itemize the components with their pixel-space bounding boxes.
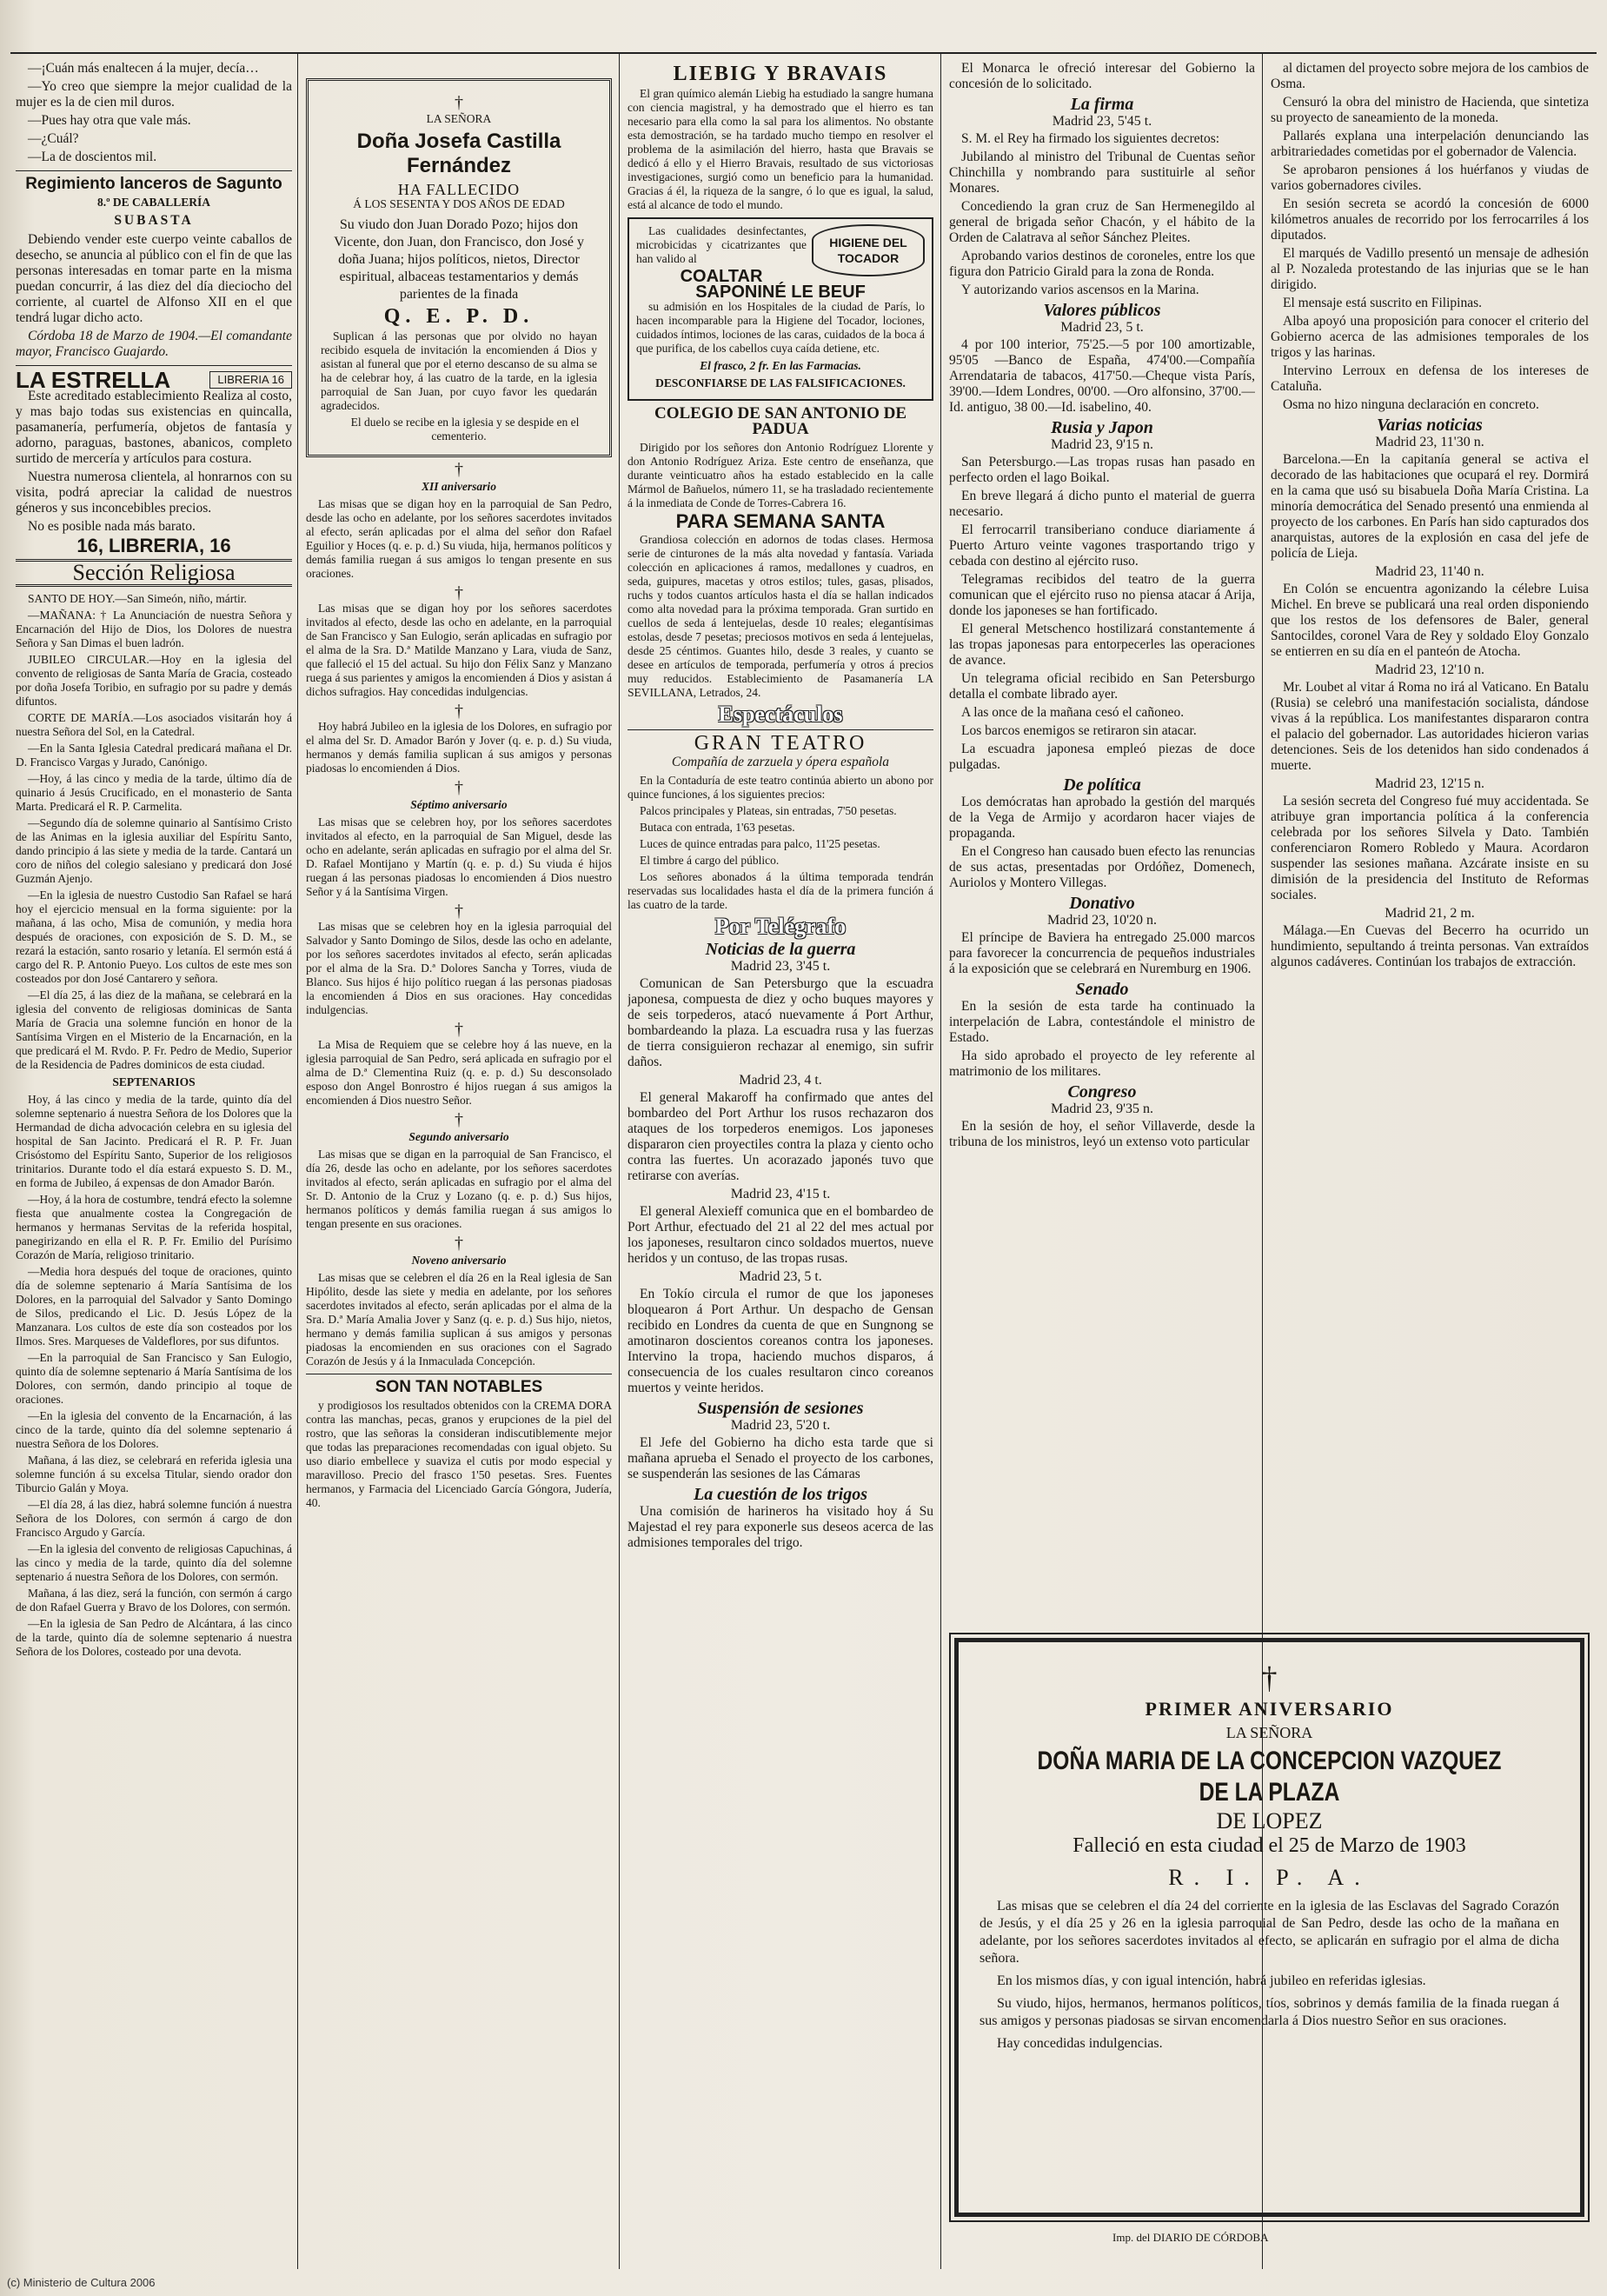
dateline: Madrid 23, 11'40 n. [1375, 564, 1484, 579]
paragraph: Las misas que se digan hoy en la parroquial de San Pedro, desde las ocho en adelante, por los señores sacerdotes invitados al efecto, serán aplicadas por el alma del señor don Rafael Eguilior y Hoces (q. e. p. d.) Su viuda, hija, hermanos políticos y demás familia ruegan á sus amigos lo tengan presente en sus oraciones. [306, 497, 612, 580]
dateline: Madrid 21, 2 m. [1385, 906, 1475, 921]
subasta-title: SUBASTA [114, 213, 194, 228]
paragraph: El general Alexieff comunica que en el bombardeo de Port Arthur, efectuado del 21 al 22 del mes actual por los japoneses, resultaron cinco soldados muertos, nueve heridos y un contuso, de las tropas rusas. [628, 1204, 933, 1266]
coaltar-price: El frasco, 2 fr. En las Farmacias. [700, 359, 861, 372]
congreso-date: Madrid 23, 9'35 n. [1051, 1101, 1153, 1116]
paragraph: —Yo creo que siempre la mejor cualidad de la mujer es la de cien mil duros. [16, 79, 292, 110]
estrella-text-2: Nuestra numerosa clientela, al honrarnos con su visita, podrá apreciar la calidad de nuestros géneros y sus inconcebibles precios. [16, 469, 292, 516]
estrella-text-3: No es posible nada más barato. [28, 519, 196, 534]
colegio-title: COLEGIO DE SAN ANTONIO DE PADUA [654, 404, 906, 438]
trigos-title: La cuestión de los trigos [693, 1485, 867, 1504]
notice-title: Noveno aniversario [411, 1254, 507, 1267]
cross-icon: † [455, 460, 463, 479]
regiment-subtitle: 8.º DE CABALLERÍA [96, 196, 211, 209]
varias-title: Varias noticias [1377, 416, 1483, 435]
espectaculos-title: Espectáculos [718, 702, 843, 727]
column-rule [619, 52, 620, 2269]
paragraph: El mensaje está suscrito en Filipinas. [1283, 296, 1483, 310]
cross-icon: † [455, 1110, 463, 1129]
obit-fallecido: HA FALLECIDO [397, 181, 521, 198]
valores-title: Valores públicos [1043, 301, 1161, 320]
obituary-vazquez [954, 1638, 1584, 2217]
paragraph: Mañana, á las diez, se celebrará en referida iglesia una solemne función á su excelsa Titular, siendo orador don Tiburcio Galán y Moya. [16, 1454, 292, 1494]
paragraph: —En la parroquial de San Francisco y San Eulogio, quinto día de solemne septenario á María Santísima de los Dolores, con sermón, dando principio al toque de oraciones. [16, 1351, 292, 1406]
paragraph: Comunican de San Petersburgo que la escuadra japonesa, compuesta de diez y ocho buques mayores y de seis torpederos, atacó nuevamente á Port Arthur, bombardeando la plaza. La escuadra rusa y las fuerzas de tierra consiguieron rechazar al enemigo, sin sufrir daños. [628, 976, 933, 1069]
paragraph: Un telegrama oficial recibido en San Petersburgo detalla el combate librado ayer. [949, 671, 1255, 702]
paragraph: —En la iglesia de nuestro Custodio San Rafael se hará hoy el ejercicio mensual en la forma siguiente: por la mañana, á las ocho, Misa de comunión, y media hora después de oraciones, con exposición de S. D. M., se rezará la estación, santo rosario y letanía. El sermón está á cargo del R. P. Antonio Pueyo. Los cultos de este mes son costeados por don José Cantarero y señora. [16, 888, 292, 985]
column-4 [949, 61, 1255, 1626]
top-rule [10, 52, 1597, 54]
paragraph: Mr. Loubet al vitar á Roma no irá al Vaticano. En Batalu (Rusia) se celebró una manifestación socialista, dándose vivas á la república. Los manifestantes dispararon contra el palacio del gobernador. Las autoridades hicieron varias detenciones. Seis de los detenidos han sido condenados á muerte. [1271, 680, 1589, 773]
obituary-castilla [306, 78, 612, 457]
dateline: Madrid 23, 3'45 t. [730, 959, 831, 974]
paragraph: En Colón se encuentra agonizando la célebre Luisa Michel. En breve se publicará una real orden disponiendo que los restos de los defensores de Baler, general Santocildes, coronel Vara de Rey y soldado Eloy Gonzalo se entierren en su día en el panteón de Atocha. [1271, 582, 1589, 659]
paragraph: Barcelona.—En la capitanía general se activa el decorado de las habitaciones que ocupará el rey. Dormirá en la cama que usó su bisabuela Doña María Cristina. La minoría democrática del Senado presentó una enmienda al proyecto de los carbones. En París han sido capturados dos anarquistas, autores de la explosión en casa del jefe de policía de Lieja. [1271, 452, 1589, 561]
paragraph: Alba apoyó una proposición para conocer el criterio del Gobierno acerca de las admisiones temporales de los trigos y las harinas. [1271, 314, 1589, 360]
obit2-p2: En los mismos días, y con igual intención, habrá jubileo en referidas iglesias. [997, 1973, 1426, 1988]
obit-qepd: Q. E. P. D. [383, 305, 535, 328]
firma-paragraphs [949, 131, 1255, 298]
suspension-text: El Jefe del Gobierno ha dicho esta tarde que si mañana aprueba el Senado el proyecto de los carbones, se suspenderán las sesiones de las Cámaras [628, 1435, 933, 1481]
notice-title: Séptimo aniversario [410, 798, 508, 811]
obit2-fallecio: Falleció en esta ciudad el 25 de Marzo de 1903 [1072, 1834, 1466, 1857]
suspension-date: Madrid 23, 5'20 t. [730, 1418, 831, 1433]
paragraph: El general Metschenco hostilizará constantemente á las tropas japonesas para entorpecerles las operaciones de avance. [949, 622, 1255, 668]
paragraph: —Hoy, á la hora de costumbre, tendrá efecto la solemne fiesta que anualmente costea la Congregación de hermanos y hermanas Servitas de la referida hospital, panegirizando en ella el R. P. Fr. Emilio del Purísimo Corazón de María, religioso trinitario. [16, 1193, 292, 1261]
notables-title: SON TAN NOTABLES [375, 1378, 543, 1396]
paragraph: La Misa de Requiem que se celebre hoy á las nueve, en la iglesia parroquial de San Pedro, será aplicada en sufragio por el alma de D.ª Clementina Ruiz (q. e. p. d.) Su desconsolado esposo don Angel Bonrostro é hijos ruegan á sus amigos la encomienden á Dios nuestro Señor. [306, 1038, 612, 1107]
paragraph: —¿Cuál? [28, 131, 79, 146]
rusia-date: Madrid 23, 9'15 n. [1051, 437, 1153, 452]
donativo-date: Madrid 23, 10'20 n. [1047, 913, 1157, 928]
semana-santa-title: PARA SEMANA SANTA [675, 510, 886, 532]
paragraph: A las once de la mañana cesó el cañoneo. [961, 705, 1185, 720]
dateline: Madrid 23, 11'30 n. [1375, 435, 1484, 449]
paragraph: Las misas que se digan en la parroquial de San Francisco, el día 26, desde las ocho en adelante, por los señores sacerdotes invitados al efecto, serán aplicadas en sufragio por el alma del Sr. D. Antonio de la Cruz y Lozano (q. e. p. d.) Sus hijos, hermanos políticos y demás familia ruegan á sus amigos lo tengan presente en sus oraciones. [306, 1148, 612, 1230]
paragraph: Las misas que se celebren hoy en la iglesia parroquial del Salvador y Santo Domingo de Silos, desde las ocho en adelante, por los señores sacerdotes invitados al efecto, serán aplicadas por el alma de la Sra. D.ª Dolores Sancha y Torres, viuda de Blanco. Sus hijos é hijo político ruegan á las personas piadosas la encomienden á Dios en sus oraciones. Hay concedidas indulgencias. [306, 920, 612, 1016]
paragraph: —La de doscientos mil. [28, 150, 157, 164]
paragraph: —En la iglesia del convento de la Encarnación, á las cinco de la tarde, quinto día del solemne septenario á nuestra Señora de los Dolores. [16, 1409, 292, 1450]
cross-icon: † [1261, 1660, 1278, 1695]
paragraph: Hoy, á las cinco y media de la tarde, quinto día del solemne septenario á nuestra Señora de los Dolores que la Hermandad de dicha advocación celebra en su iglesia del hospital de San Jacinto. Predicará el R. P. Fr. Juan Crisóstomo del Espíritu Santo, Superior de los religiosos trinitarios. Durante todo el día estará expuesto S. D. M., en forma de Jubileo, á expensas de don Amador Barón. [16, 1093, 292, 1189]
rusia-title: Rusia y Japon [1051, 418, 1153, 437]
paragraph: El ferrocarril transiberiano conduce diariamente á Puerto Arturo veinte vagones trasportando trigo y cebada con destino al ejército ruso. [949, 522, 1255, 569]
paragraph: En la Contaduría de este teatro continúa abierto un abono por quince funciones, á los siguientes precios: [628, 774, 933, 801]
paragraph: Se aprobaron pensiones á los huérfanos y viudas de varios gobernadores civiles. [1271, 163, 1589, 193]
donativo-title: Donativo [1069, 894, 1135, 913]
coaltar-intro: Las cualidades desinfectantes, microbicidas y cicatrizantes que han valido al [636, 224, 807, 265]
dateline: Madrid 23, 12'10 n. [1375, 662, 1484, 677]
paragraph: —MAÑANA: † La Anunciación de nuestra Señora y Encarnación del Hijo de Dios, los Dolores de nuestra Señora y San Dimas el buen ladrón. [16, 609, 292, 649]
paragraph: —En la iglesia del convento de religiosas Capuchinas, á las cinco y media de la tarde, quinto día del solemne septenario á nuestra Señora de los Dolores, con sermón. [16, 1542, 292, 1583]
obit2-p1: Las misas que se celebren el día 24 del corriente en la iglesia de las Esclavas del Sagrado Corazón de Jesús, y el día 25 y 26 en la iglesia parroquial de San Pedro, desde las ocho de la mañana en adelante, por los señores sacerdotes invitados al efecto, se aplicarán en sufragio por el alma de dicha señora. [979, 1899, 1559, 1966]
paragraph: Intervino Lerroux en defensa de los intereses de Cataluña. [1271, 363, 1589, 394]
teatro-notices [628, 774, 933, 912]
dateline: Madrid 23, 5 t. [739, 1269, 822, 1284]
paragraph: Los demócratas han aprobado la gestión del marqués de la Vega de Armijo y acordaron hacer viajes de propaganda. [949, 795, 1255, 841]
paragraph: La escuadra japonesa empleó piezas de doce pulgadas. [949, 742, 1255, 772]
copyright-credit: (c) Ministerio de Cultura 2006 [7, 2276, 156, 2289]
cross-icon: † [455, 1234, 463, 1253]
septenarios-notices [16, 1093, 292, 1659]
memorial-notices [306, 460, 612, 1368]
gran-teatro-title: GRAN TEATRO [694, 732, 867, 755]
obit2-ripa: R. I. P. A. [1168, 1865, 1371, 1890]
column-rule [940, 52, 941, 2269]
paragraph: En el Congreso han causado buen efecto las renuncias de sus actas, presentadas por Ordóñez, Domenech, Auriolos y Montero Villegas. [949, 844, 1255, 890]
paragraph: Concediendo la gran cruz de San Hermenegildo al general de brigada señor Chacón, y el hábito de la Orden de Calatrava al señor Sánchez Pleites. [949, 199, 1255, 245]
notables-text: y prodigiosos los resultados obtenidos con la CREMA DORA contra las manchas, pecas, granos y erupciones de la piel del rostro, que las señoras la consideran indiscutiblemente mejor que todas las preparaciones recomendadas con igual objeto. Su uso diario embellece y suaviza el cutis por modo especial y maravilloso. Precio del frasco 1'50 pesetas. Sres. Fuentes hermanos, y Farmacia del Licenciado García Góngora, Judería, 40. [306, 1399, 612, 1509]
valores-text: 4 por 100 interior, 75'25.—5 por 100 amortizable, 95'05 —Banco de España, 474'00.—Compañía Arrendataria de tabacos, 417'50.—Cheque vista París, 39'00.—Idem Londres, 00'00. —Oro alfonsino, 37'00.—Id. antiguo, 38 00.—Id. isabelino, 40. [949, 337, 1255, 415]
paragraph: Aprobando varios destinos de coroneles, entre los que figura don Patricio Girald para la zona de Ronda. [949, 249, 1255, 279]
obit-senora: LA SEÑORA [426, 112, 492, 125]
colegio-text: Dirigido por los señores don Antonio Rodríguez Llorente y don Antonio Rodríguez Ariza. Este centro de enseñanza, que durante veinticuatro años ha estado establecido en la calle Mármol de Bañuelos, número 11, se ha trasladado recientemente á la inmediata de Conde de Torres-Cabrera 16. [628, 441, 933, 509]
senado-title: Senado [1075, 980, 1129, 999]
paragraph: Osma no hizo ninguna declaración en concreto. [1283, 397, 1539, 412]
notice-title: XII aniversario [422, 480, 496, 493]
cross-icon: † [455, 778, 463, 797]
paragraph: En breve llegará á dicho punto el material de guerra necesario. [949, 489, 1255, 519]
obit2-p4: Hay concedidas indulgencias. [997, 2036, 1163, 2051]
religious-notices [16, 592, 292, 1072]
paragraph: En sesión secreta se acordó la concesión de 6000 kilómetros anuales de recorrido por los ferrocarriles á los diputados. [1271, 196, 1589, 243]
paragraph: —El día 25, á las diez de la mañana, se celebrará en la iglesia del convento de religiosas dominicas de Santa María de Gracia una solemne función en honor de la Santísima Virgen en el Misterio de la Encarnación, en la que predicará el M. Rvdo. P. Fr. Pedro de Medio, Superior de la Residencia de Padres dominicos de esta ciudad. [16, 988, 292, 1071]
politica-title: De política [1063, 775, 1141, 795]
liebig-title: LIEBIG Y BRAVAIS [673, 63, 888, 85]
coaltar-brand: COALTAR SAPONINÉ LE BEUF [680, 267, 866, 302]
dateline: Madrid 23, 4 t. [739, 1073, 822, 1088]
obit-request: Suplican á las personas que por olvido no hayan recibido esquela de invitación la encomienden á Dios y asistan al funeral que por el eterno descanso de su alma se ha de celebrar hoy, á las cuatro de la tarde, en la iglesia parroquial de San Juan, por cuyo favor les quedarán agradecidos. [321, 329, 597, 412]
estrella-header [16, 367, 292, 393]
dateline: Madrid 23, 12'15 n. [1375, 776, 1484, 791]
intro-dialogue [16, 61, 292, 165]
paragraph: Las misas que se celebren hoy, por los señores sacerdotes invitados al efecto, en la parroquial de San Miguel, desde las ocho en adelante, serán aplicadas en sufragio por el alma del Sr. D. Rafael Montijano y Martín (q. e. p. d.) Su viuda é hijos ruegan á las personas piadosas lo encomienden á Dios nuestro Señor y á la Santísima Virgen. [306, 815, 612, 898]
paragraph: —El día 28, á las diez, habrá solemne función á nuestra Señora de los Dolores, con sermón á cargo de don Francisco Argudo y García. [16, 1498, 292, 1539]
estrella-badge: LIBRERIA 16 [209, 371, 292, 389]
estrella-title: LA ESTRELLA [16, 367, 171, 393]
politica-paragraphs [949, 795, 1255, 891]
obit2-aniversario: PRIMER ANIVERSARIO [1145, 1698, 1394, 1720]
paragraph: El general Makaroff ha confirmado que antes del bombardeo del Port Arthur los rusos rechazaron dos ataques de los torpederos enemigos. Los japoneses dispararon cien proyectiles contra la plaza y ciento ocho contra las fuertes. Un acorazado japonés tuvo que retirarse con averías. [628, 1090, 933, 1183]
congreso-continuation [1271, 61, 1589, 413]
column-rule [297, 52, 298, 2269]
paragraph: Málaga.—En Cuevas del Becerro ha ocurrido un hundimiento, sepultando á treinta personas. Van extraídos algunos cadáveres. Continúan los trabajos de extracción. [1271, 923, 1589, 969]
cross-icon: † [455, 1020, 463, 1039]
paragraph: Censuró la obra del ministro de Hacienda, que sintetiza su proyecto de saneamiento de la moneda. [1271, 95, 1589, 125]
paragraph: —Pues hay otra que vale más. [28, 113, 191, 128]
firma-date: Madrid 23, 5'45 t. [1052, 114, 1152, 129]
varias-items [1271, 435, 1589, 970]
cross-icon: † [455, 702, 463, 721]
paragraph: JUBILEO CIRCULAR.—Hoy en la iglesia del convento de religiosas de Santa María de Gracia, costeado por doña Josefa Toribio, en sufragio por su padre y demás difuntos. [16, 653, 292, 708]
paragraph: En Tokío circula el rumor de que los japoneses bloquearon á Port Arthur. Un despacho de Gensan recibido en Londres da cuenta de que en Sungnong se amotinaron doscientos coreanos contra los japoneses. Intervino la tropa, haciendo muchos disparos, á consecuencia de los cuales resultaron cinco coreanos muertos y veinte heridos. [628, 1287, 933, 1395]
paragraph: Luces de quince entradas para palco, 11'25 pesetas. [640, 837, 880, 850]
congreso-text: En la sesión de hoy, el señor Villaverde, desde la tribuna de los ministros, leyó un extenso voto particular [949, 1119, 1255, 1149]
paragraph: El timbre á cargo del público. [640, 854, 780, 867]
paragraph: En la sesión de esta tarde ha continuado la interpelación de Labra, contestándole el ministro de Estado. [949, 999, 1255, 1045]
coaltar-advert [628, 217, 933, 401]
notice-title: Segundo aniversario [408, 1130, 509, 1143]
septenarios-title: SEPTENARIOS [112, 1075, 196, 1088]
liebig-text: El gran químico alemán Liebig ha estudiado la sangre humana con ciencia magistral, y ha demostrado que el hierro es tan necesario para ella como la sal para los alimentos. No obstante esta demostración, se ha tardado mucho tiempo en resolver el problema de la asimilación del hierro, hasta que Bravais se dedicó á ello y el Hierro Bravais, resultado de sus victoriosas investigaciones, surgió como un beneficio para la humanidad. Gracias á él, la riqueza de la sangre, ó lo que es igual, la salud, está al alcance de todo el mundo. [628, 87, 933, 211]
paragraph: Los señores abonados á la última temporada tendrán reservadas sus localidades hasta el día de la primera función á las cuatro de la tarde. [628, 870, 933, 911]
paragraph: al dictamen del proyecto sobre mejora de los cambios de Osma. [1271, 61, 1589, 91]
paragraph: Pallarés explana una interpelación denunciando las arbitrariedades cometidas por el gobernador de Valencia. [1271, 129, 1589, 159]
monarca-intro: El Monarca le ofreció interesar del Gobierno la concesión de lo solicitado. [949, 61, 1255, 91]
paragraph: CORTE DE MARÍA.—Los asociados visitarán hoy á nuestra Señora del Sol, en la Catedral. [16, 711, 292, 738]
dateline: Madrid 23, 4'15 t. [730, 1187, 831, 1201]
imprint: Imp. del DIARIO DE CÓRDOBA [1112, 2231, 1269, 2244]
donativo-text: El príncipe de Baviera ha entregado 25.000 marcos para favorecer la concurrencia de pequeños industriales á la exposición que se celebrará en Nuremburg en 1906. [949, 930, 1255, 976]
guerra-items [628, 959, 933, 1396]
paragraph: Palcos principales y Plateas, sin entradas, 7'50 pesetas. [640, 804, 897, 817]
cross-icon: † [455, 583, 463, 602]
paragraph: Telegramas recibidos del teatro de la guerra comunican que el ejército ruso no piensa atacar á Arija, donde los japoneses se han fortificado. [949, 572, 1255, 618]
rusia-paragraphs [949, 455, 1255, 773]
seccion-religiosa-title: Sección Religiosa [16, 559, 292, 587]
valores-date: Madrid 23, 5 t. [1060, 320, 1144, 335]
telegrafo-title: Por Telégrafo [714, 914, 847, 939]
cross-icon: † [455, 93, 463, 112]
paragraph: Mañana, á las diez, será la función, con sermón á cargo de don Rafael Guerra y Bravo de los Dolores, con sermón. [16, 1587, 292, 1614]
estrella-text: Este acreditado establecimiento Realiza al costo, y mas bajo todas sus existencias en quincalla, pasamanería, perfumería, objetos de fantasía y adorno, paraguas, bastones, abanicos, completo surtido de mercería y artículos para costura. [16, 389, 292, 466]
senado-paragraphs [949, 999, 1255, 1080]
cross-icon: † [455, 902, 463, 921]
higiene-badge: HIGIENE DEL TOCADOR [812, 224, 925, 276]
paragraph: San Petersburgo.—Las tropas rusas han pasado en perfecto orden el lago Boikal. [949, 455, 1255, 485]
obit-age: Á LOS SESENTA Y DOS AÑOS DE EDAD [353, 197, 565, 210]
paragraph: Las misas que se celebren el día 26 en la Real iglesia de San Hipólito, desde las siete y media en adelante, por los señores sacerdotes invitados al efecto, serán aplicadas por el alma de la Sra. D.ª María Amalia Jover y Sanz (q. e. p. d.) Sus hijo, nietos, hermano y demás familia suplican á sus amigos y personas piadosas la encomienden en sus oraciones con el Sagrado Corazón de Jesús y á la Inmaculada Concepción. [306, 1271, 612, 1368]
paragraph: Jubilando al ministro del Tribunal de Cuentas señor Chinchilla y nombrando para sustituirle al señor Monares. [949, 150, 1255, 196]
firma-title: La firma [1070, 95, 1134, 114]
paragraph: SANTO DE HOY.—San Simeón, niño, mártir. [28, 592, 247, 605]
suspension-title: Suspensión de sesiones [697, 1399, 864, 1418]
semana-santa-text: Grandiosa colección en adornos de todas clases. Hermosa serie de cinturones de la más alta novedad y fantasía. Variada colección en aplicaciones á ramos, medallones y cuadros, en seda, guipures, macetas y otros estilos; tules, gasas, plisados, ruchs y todos cuantos artículos hasta el día se hallan indicados como alta novedad para la próxima temporada. Gran surtido en cuellos de seda á lentejuelas, desde 10 reales; elegantísimas estolas, desde 7 pesetas; preciosos motivos en seda á lentejuelas, desde 25 céntimos. Guantes hilo, desde 3 reales, y cuanto se desee en artículos de temporada, perfumería y otros á precios muy reducidos. Establecimiento de Pasamanería LA SEVILLANA, Letrados, 24. [628, 533, 933, 699]
column-1 [16, 61, 292, 2286]
trigos-text: Una comisión de harineros ha visitado hoy á Su Majestad el rey para exponerle sus deseos acerca de las admisiones temporales del trigo. [628, 1504, 933, 1550]
paragraph: Ha sido aprobado el proyecto de ley referente al matrimonio de los militares. [949, 1048, 1255, 1079]
paragraph: —Media hora después del toque de oraciones, quinto día de solemne septenario á María Santísima de los Dolores, en la parroquial del Salvador y Santo Domingo de Silos, predicando el Lic. D. Jesús López de la Manzanara. Los cultos de este día son costeados por los Ilmos. Sres. Marqueses de Valdeflores, por sus difuntos. [16, 1265, 292, 1348]
obit2-name: DOÑA MARIA DE LA CONCEPCION VAZQUEZ DE LA PLAZA [1037, 1747, 1502, 1807]
paragraph: El marqués de Vadillo presentó un mensaje de adhesión al P. Nozaleda protestando de las injurias que se le han dirigido. [1271, 246, 1589, 292]
subasta-signature: Córdoba 18 de Marzo de 1904.—El comandante mayor, Francisco Guajardo. [16, 329, 292, 359]
paragraph: Las misas que se digan hoy por los señores sacerdotes invitados al efecto, desde las ocho en adelante, en la parroquial de San Francisco y San Eulogio, serán aplicadas en sufragio por el alma de la Sra. D.ª Matilde Manzano y Lara, viuda de Sanz, que falleció el 15 del actual. Su hijo don Félix Sanz y Manzano ruega á sus parientes y amigos la encomienden á Dios y asistan á dichos sufragios. Hay concedidas indulgencias. [306, 602, 612, 698]
coaltar-warning: DESCONFIARSE DE LAS FALSIFICACIONES. [655, 376, 906, 389]
regiment-title: Regimiento lanceros de Sagunto [25, 175, 282, 193]
paragraph: Hoy habrá Jubileo en la iglesia de los Dolores, en sufragio por el alma del Sr. D. Amador Barón y Jover (q. e. p. d.) Su viuda, hermanos y demás familia suplican á sus amigos y personas piadosas lo encomienden á Dios. [306, 720, 612, 775]
paragraph: —En la iglesia de San Pedro de Alcántara, á las cinco de la tarde, quinto día de solemne septenario á nuestra Señora de los Dolores, costeado por una devota. [16, 1617, 292, 1658]
obit2-p3: Su viudo, hijos, hermanos, hermanos políticos, tíos, sobrinos y demás familia de la finada ruegan á sus amigos y personas piadosas se sirvan encomendarla á Dios nuestro Señor en sus oraciones. [979, 1996, 1559, 2028]
paragraph: —¡Cuán más enaltecen á la mujer, decía… [28, 61, 259, 76]
obit-duelo: El duelo se recibe en la iglesia y se despide en el cementerio. [350, 416, 580, 443]
paragraph: —En la Santa Iglesia Catedral predicará mañana el Dr. D. Francisco Vargas y Jurado, Canónigo. [16, 742, 292, 769]
coaltar-text: su admisión en los Hospitales de la ciudad de París, lo hacen incomparable para la Higiene del Tocador, lociones, cuidados íntimos, lociones de las caras, cuidados de la boca á que purifica, de los cabellos cuya caída detiene, etc. [636, 300, 925, 355]
congreso-title: Congreso [1067, 1082, 1137, 1101]
obit-name: Doña Josefa Castilla Fernández [356, 130, 561, 177]
guerra-title: Noticias de la guerra [705, 940, 856, 959]
obit-family: Su viudo don Juan Dorado Pozo; hijos don Vicente, don Juan, don Francisco, don José y doña Juana; hijos políticos, nietos, Director espiritual, albaceas testamentarios y demás parientes de la finada [334, 217, 584, 302]
paragraph: La sesión secreta del Congreso fué muy accidentada. Se atribuye gran importancia política á la conferencia celebrada por los señores Silvela y Dato. También conferenciaron Romero Robledo y Maura. Acordaron suspender las sesiones mañana. Azcárate insiste en su dimisión de la presidencia del Instituto de Reformas sociales. [1271, 794, 1589, 902]
teatro-company: Compañía de zarzuela y ópera española [671, 755, 890, 769]
paragraph: S. M. el Rey ha firmado los siguientes decretos: [961, 131, 1220, 146]
paragraph: —Segundo día de solemne quinario al Santísimo Cristo de las Animas en la iglesia auxiliar del Espíritu Santo, dando principio á las siete y media de la tarde. Cantará un coro de niños del colegio salesiano y predicará don José Guzmán Ajenjo. [16, 816, 292, 885]
paragraph: Los barcos enemigos se retiraron sin atacar. [961, 723, 1197, 738]
obit2-name-2: DE LOPEZ [1216, 1808, 1323, 1833]
column-2 [306, 61, 612, 2286]
column-5 [1271, 61, 1589, 1626]
paragraph: —Hoy, á las cinco y media de la tarde, último día de quinario á Jesús Crucificado, en el monasterio de Santa Marta. Predicará el R. P. Carmelita. [16, 772, 292, 813]
column-3 [628, 61, 933, 2286]
paragraph: Butaca con entrada, 1'63 pesetas. [640, 821, 795, 834]
estrella-footer: 16, LIBRERIA, 16 [76, 535, 231, 556]
obit2-senora: LA SEÑORA [1225, 1724, 1313, 1741]
paragraph: Y autorizando varios ascensos en la Marina. [961, 283, 1199, 297]
subasta-text: Debiendo vender este cuerpo veinte caballos de desecho, se anuncia al público con el fin de que las personas interesadas en tomar parte en la misma puedan concurrir, á las diez del día dieciocho del corriente, al cuartel de Alfonso XII en el que tendrá lugar dicho acto. [16, 232, 292, 325]
